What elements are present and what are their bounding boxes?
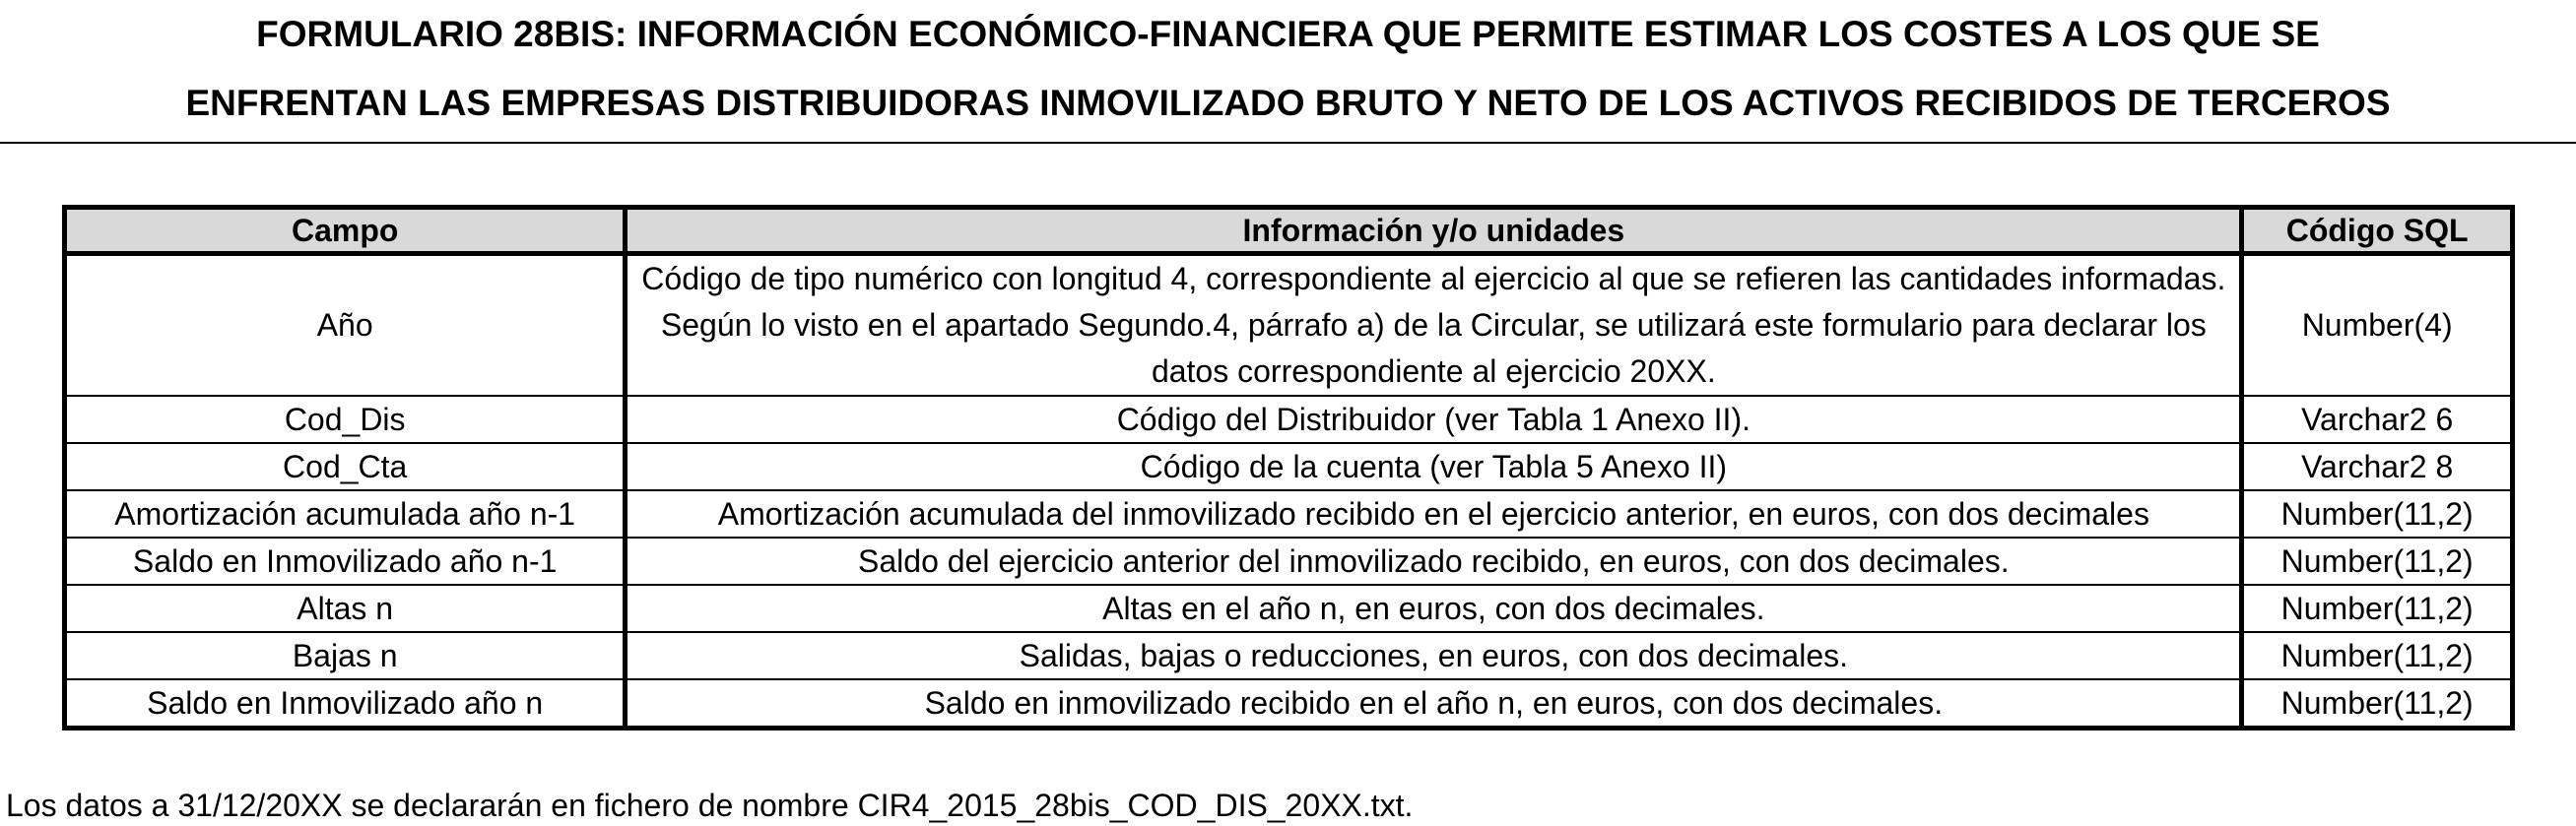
table-row — [65, 585, 2513, 632]
cell-campo: Altas n — [65, 585, 626, 632]
table-header — [65, 208, 2513, 254]
cell-informacion: Amortización acumulada del inmovilizado recibido en el ejercicio anterior, en euros, con dos decimales — [626, 490, 2242, 538]
fields-table — [62, 205, 2515, 731]
header-informacion: Información y/o unidades — [626, 208, 2242, 254]
cell-codigo-sql: Number(4) — [2242, 254, 2513, 397]
cell-informacion: Saldo en inmovilizado recibido en el año n, en euros, con dos decimales. — [626, 679, 2242, 729]
cell-informacion: Altas en el año n, en euros, con dos decimales. — [626, 585, 2242, 632]
cell-codigo-sql: Number(11,2) — [2242, 585, 2513, 632]
header-codigo-sql: Código SQL — [2242, 208, 2513, 254]
table-row — [65, 443, 2513, 490]
header-campo: Campo — [65, 208, 626, 254]
cell-campo: Bajas n — [65, 632, 626, 679]
table-body — [65, 254, 2513, 729]
cell-codigo-sql: Varchar2 8 — [2242, 443, 2513, 490]
table-row — [65, 632, 2513, 679]
cell-campo: Año — [65, 254, 626, 397]
cell-codigo-sql: Number(11,2) — [2242, 632, 2513, 679]
table-header-row — [65, 208, 2513, 254]
page-title-line-2: ENFRENTAN LAS EMPRESAS DISTRIBUIDORAS INMOVILIZADO BRUTO Y NETO DE LOS ACTIVOS RECIBIDOS DE TERCEROS — [185, 83, 2391, 123]
cell-campo: Amortización acumulada año n-1 — [65, 490, 626, 538]
cell-informacion: Código de la cuenta (ver Tabla 5 Anexo II) — [626, 443, 2242, 490]
cell-informacion: Código de tipo numérico con longitud 4, correspondiente al ejercicio al que se refieren las cantidades informadas. Según lo visto en el apartado Segundo.4, párrafo a) de la Circular, se utilizará este formulario para declarar los datos correspondiente al ejercicio 20XX. — [626, 254, 2242, 397]
cell-informacion: Código del Distribuidor (ver Tabla 1 Anexo II). — [626, 396, 2242, 443]
table-row — [65, 490, 2513, 538]
footnote: Los datos a 31/12/20XX se declararán en fichero de nombre CIR4_2015_28bis_COD_DIS_20XX.txt. — [6, 788, 1414, 823]
cell-campo: Cod_Cta — [65, 443, 626, 490]
cell-campo: Saldo en Inmovilizado año n — [65, 679, 626, 729]
table-row — [65, 538, 2513, 585]
table-row — [65, 679, 2513, 729]
cell-informacion: Saldo del ejercicio anterior del inmovilizado recibido, en euros, con dos decimales. — [626, 538, 2242, 585]
table-row — [65, 396, 2513, 443]
cell-campo: Saldo en Inmovilizado año n-1 — [65, 538, 626, 585]
cell-campo: Cod_Dis — [65, 396, 626, 443]
title-divider — [0, 142, 2576, 144]
cell-codigo-sql: Number(11,2) — [2242, 490, 2513, 538]
page-title — [0, 0, 2576, 138]
cell-informacion: Salidas, bajas o reducciones, en euros, con dos decimales. — [626, 632, 2242, 679]
cell-codigo-sql: Number(11,2) — [2242, 538, 2513, 585]
page-title-line-1: FORMULARIO 28BIS: INFORMACIÓN ECONÓMICO-FINANCIERA QUE PERMITE ESTIMAR LOS COSTES A LOS QUE SE — [256, 14, 2320, 54]
cell-codigo-sql: Number(11,2) — [2242, 679, 2513, 729]
table-row — [65, 254, 2513, 397]
cell-codigo-sql: Varchar2 6 — [2242, 396, 2513, 443]
